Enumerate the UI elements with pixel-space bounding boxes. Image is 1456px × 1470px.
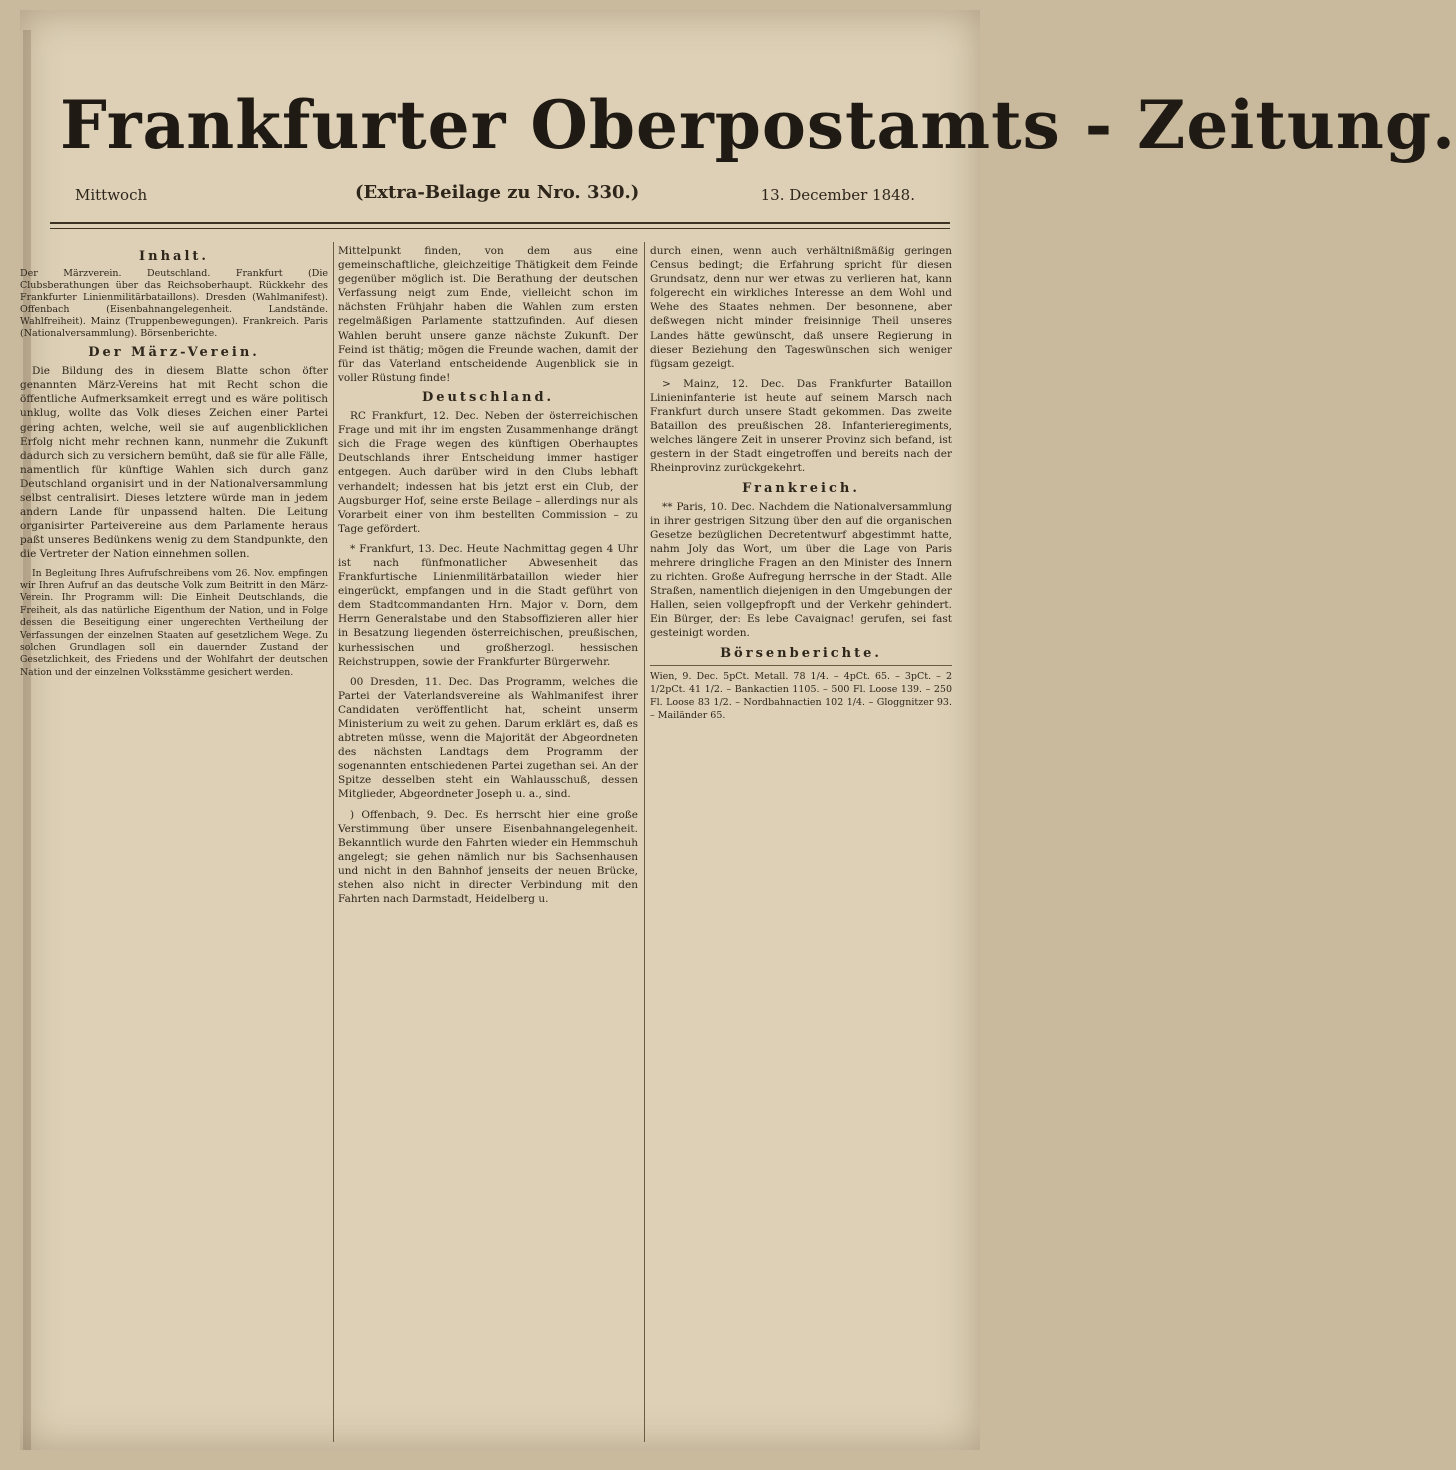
section-heading: Deutschland. xyxy=(421,389,555,405)
section-heading: Frankreich. xyxy=(742,480,860,496)
article-paragraph: 00 Dresden, 11. Dec. Das Programm, welches die Partei der Vaterlandsvereine als Wahlmanifest ihrer Candidaten veröffentlicht hat, scheint unserm Ministerium zu weit zu gehen. Darum erklärt es, daß es abtreten müsse, wenn die Majorität der Abgeordneten des nächsten Landtags dem Programm der sogenannten entschiedenen Partei zugethan sei. An der Spitze desselben steht ein Wahlausschuß, dessen Mitglieder, Abgeordneter Joseph u. a., sind. xyxy=(338,675,638,801)
article-paragraph: Die Bildung des in diesem Blatte schon öfter genannten März-Vereins hat mit Recht schon die öffentliche Aufmerksamkeit erregt und es wäre politisch unklug, wollte das Volk dieses Zeichen einer Partei gering achten, welche, weil sie auf augenblicklichen Erfolg nicht mehr rechnen kann, nunmehr die Zukunft dadurch sich zu versichern bemüht, daß sie für alle Fälle, namentlich für künftige Wahlen sich durch ganz Deutschland organisirt und in der Nationalversammlung selbst centralisirt. Dieses letztere würde man in jedem andern Lande für unpassend halten. Die Leitung organisirter Parteivereine aus dem Parlamente heraus paßt unseres Bedünkens wenig zu dem Standpunkte, den die Vertreter der Nation einnehmen sollen. xyxy=(20,365,328,561)
article-paragraph: ) Offenbach, 9. Dec. Es herrscht hier eine große Verstimmung über unsere Eisenbahnangelegenheit. Bekanntlich wurde den Fahrten wieder ein Hemmschuh angelegt; sie gehen nämlich nur bis Sachsenhausen und nicht in den Bahnhof jenseits der neuen Brücke, stehen also nicht in directer Verbindung mit den Fahrten nach Darmstadt, Heidelberg u. xyxy=(338,808,638,906)
issue-date: 13. December 1848. xyxy=(760,186,915,204)
toc-text: Der Märzverein. Deutschland. Frankfurt (Die Clubsberathungen über das Reichsoberhaupt. Rückkehr des Frankfurter Linienmilitärbataillons). Dresden (Wahlmanifest). Offenbach (Eisenbahnangelegenheit. Landstände. Wahlfreiheit). Mainz (Truppenbewegungen). Frankreich. Paris (Nationalversammlung). Börsenberichte. xyxy=(20,268,328,340)
masthead-subline xyxy=(75,182,935,208)
header-rule-bottom xyxy=(50,228,950,229)
toc-heading: Inhalt. xyxy=(139,249,209,264)
article-paragraph: ** Paris, 10. Dec. Nachdem die Nationalversammlung in ihrer gestrigen Sitzung über den auf die organischen Gesetze bezüglichen Decretentwurf abgestimmt hatte, nahm Joly das Wort, um über die Lage von Paris mehrere dringliche Fragen an den Minister des Innern zu richten. Große Aufregung herrsche in der Stadt. Alle Straßen, namentlich diejenigen in den Umgebungen der Hallen, seien vollgepfropft und der Verkehr gehindert. Ein Bürger, der: Es lebe Cavaignac! gerufen, sei fast gesteinigt worden. xyxy=(650,500,952,640)
article-paragraph: In Begleitung Ihres Aufrufschreibens vom 26. Nov. empfingen wir Ihren Aufruf an das deutsche Volk zum Beitritt in den März-Verein. Ihr Programm will: Die Einheit Deutschlands, die Freiheit, als das natürliche Eigenthum der Nation, und in Folge dessen die Beseitigung einer ungerechten Vertheilung der Verfassungen der einzelnen Staaten auf gesetzlichem Wege. Zu solchen Grundlagen soll ein dauernder Zustand der Gesetzlichkeit, des Friedens und der Wohlfahrt der deutschen Nation und der einzelnen Volksstämme gesichert werden. xyxy=(20,567,328,678)
column-divider xyxy=(333,242,334,1442)
stock-report: Wien, 9. Dec. 5pCt. Metall. 78 1/4. – 4pCt. 65. – 3pCt. – 2 1/2pCt. 41 1/2. – Bankactien 1105. – 500 Fl. Loose 139. – 250 Fl. Loose 83 1/2. – Nordbahnactien 102 1/4. – Gloggnitzer 93. – Mailänder 65. xyxy=(650,665,952,722)
section-heading: Börsenberichte. xyxy=(720,645,882,661)
column-1 xyxy=(20,244,328,1444)
newspaper-page xyxy=(20,10,1456,1450)
column-3 xyxy=(650,244,952,1444)
header-rule-top xyxy=(50,222,950,224)
column-2 xyxy=(338,244,638,1444)
article-paragraph: > Mainz, 12. Dec. Das Frankfurter Bataillon Linieninfanterie ist heute auf seinem Marsch nach Frankfurt durch unsere Stadt gekommen. Das zweite Bataillon des preußischen 28. Infanterieregiments, welches längere Zeit in unserer Provinz sich befand, ist gestern in der Stadt eingetroffen und bereits nach der Rheinprovinz zurückgekehrt. xyxy=(650,377,952,475)
article-paragraph: RC Frankfurt, 12. Dec. Neben der österreichischen Frage und mit ihr im engsten Zusammenhange drängt sich die Frage wegen des künftigen Oberhauptes Deutschlands ihrer Entscheidung immer hastiger entgegen. Auch darüber wird in den Clubs lebhaft verhandelt; indessen hat bis jetzt erst ein Club, der Augsburger Hof, seine erste Beilage – allerdings nur als Vorarbeit einer von ihm bestellten Commission – zu Tage gefördert. xyxy=(338,410,638,535)
article-paragraph: durch einen, wenn auch verhältnißmäßig geringen Census bedingt; die Erfahrung spricht für diesen Grundsatz, denn nur wer etwas zu verlieren hat, kann folgerecht ein wirkliches Interesse an dem Wohl und Wehe des Staates nehmen. Der besonnene, aber deßwegen nicht minder freisinnige Theil unseres Landes hätte gewünscht, daß unsere Regierung in dieser Beziehung den Tageswünschen sich weniger fügsam gezeigt. xyxy=(650,245,952,370)
supplement-label: (Extra-Beilage zu Nro. 330.) xyxy=(355,182,640,203)
masthead-title: Frankfurter Oberpostamts - Zeitung. xyxy=(60,86,1456,164)
column-divider xyxy=(644,242,645,1442)
article-paragraph: * Frankfurt, 13. Dec. Heute Nachmittag gegen 4 Uhr ist nach fünfmonatlicher Abwesenheit das Frankfurtische Linienmilitärbataillon wieder hier eingerückt, empfangen und in die Stadt geführt von dem Stadtcommandanten Hrn. Major v. Dorn, dem Herrn Generalstabe und den Stabsoffizieren aller hier in Besatzung liegenden österreichischen, preußischen, kurhessischen und großherzogl. hessischen Reichstruppen, sowie der Frankfurter Bürgerwehr. xyxy=(338,542,638,668)
section-heading: Der März-Verein. xyxy=(88,345,260,361)
weekday: Mittwoch xyxy=(75,186,148,204)
article-paragraph: Mittelpunkt finden, von dem aus eine gemeinschaftliche, gleichzeitige Thätigkeit dem Feinde gegenüber möglich ist. Die Berathung der deutschen Verfassung neigt zum Ende, vielleicht schon im nächsten Frühjahr haben die Wahlen zum ersten regelmäßigen Parlamente stattzufinden. Auf diesen Wahlen beruht unsere ganze nächste Zukunft. Der Feind ist thätig; mögen die Freunde wachen, damit der für das Vaterland entscheidende Augenblick sie in voller Rüstung finde! xyxy=(338,245,638,384)
